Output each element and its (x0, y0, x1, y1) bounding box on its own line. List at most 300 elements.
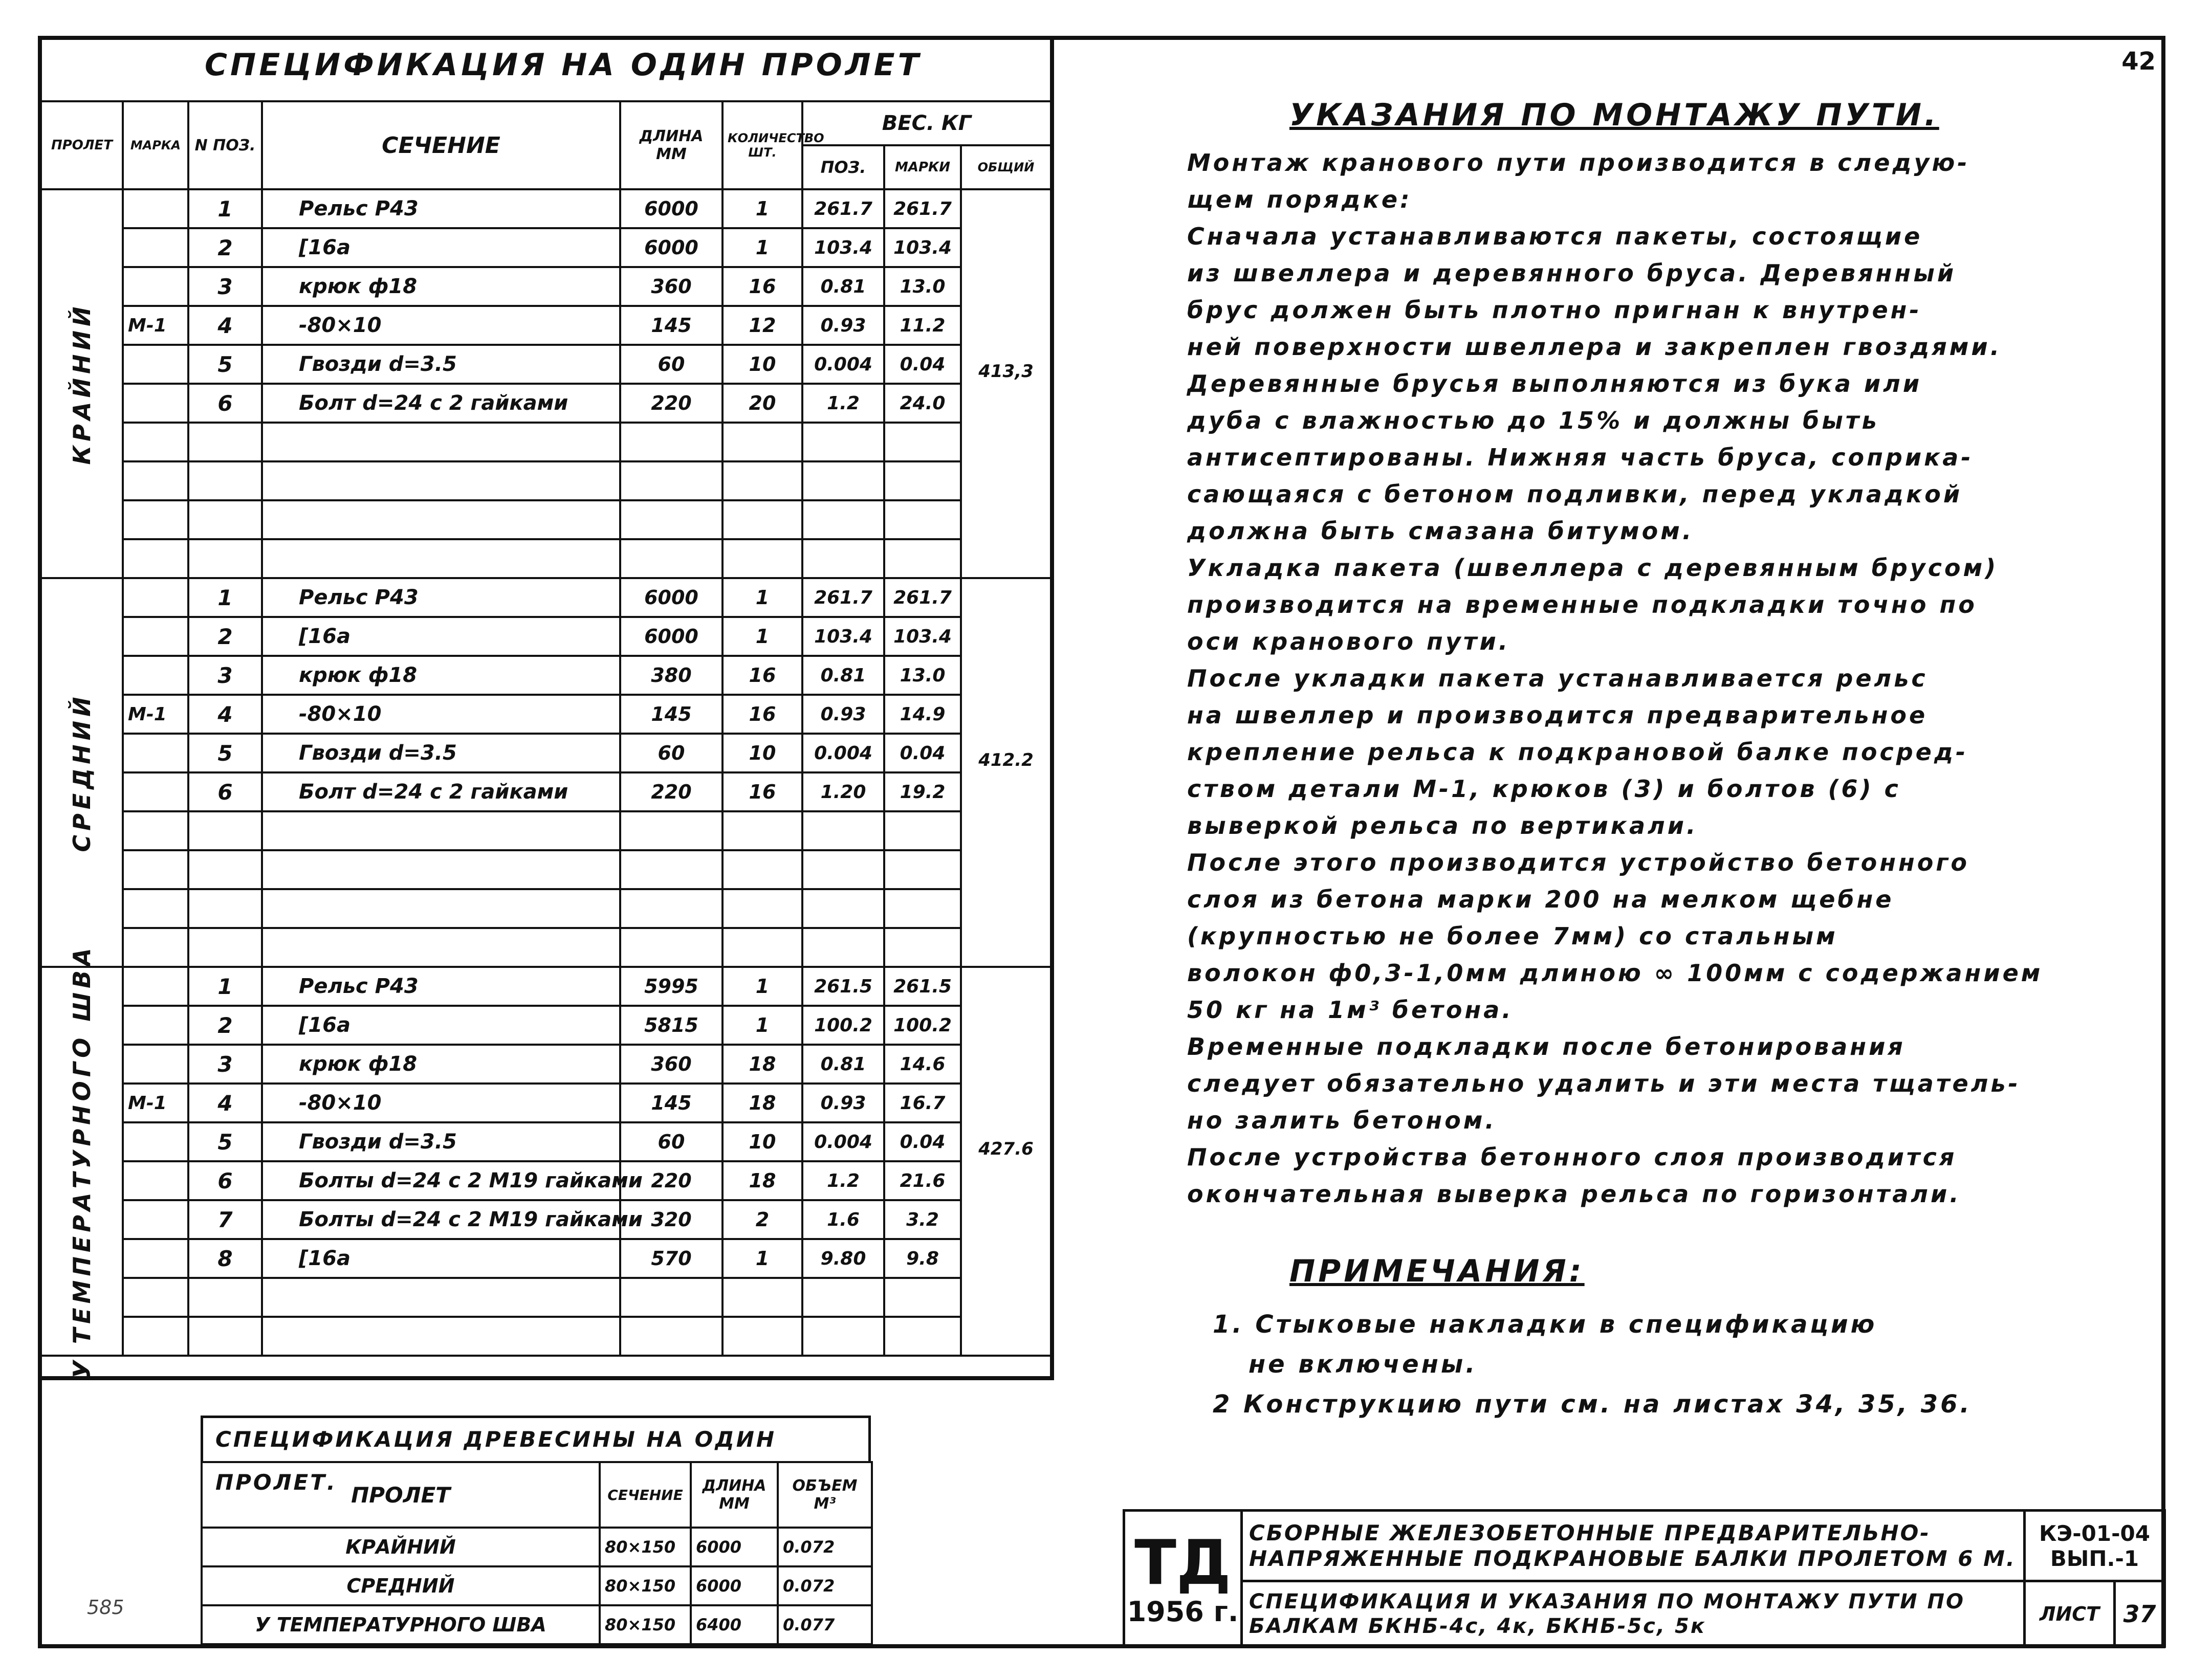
header-weight-total: ОБЩИЙ (961, 145, 1051, 189)
pos-cell: 4 (188, 306, 262, 345)
weight-mark-cell (884, 500, 961, 539)
qty-cell: 10 (722, 1122, 802, 1161)
weight-pos-cell (802, 539, 884, 578)
table-row (41, 1278, 1051, 1317)
table-row (41, 578, 1051, 617)
mark-cell (123, 656, 188, 695)
instruction-line: крепление рельса к подкрановой балке посред- (1187, 738, 1968, 766)
weight-mark-cell: 100.2 (884, 1006, 961, 1045)
instruction-line: После укладки пакета устанавливается рельс (1187, 665, 1928, 692)
pos-cell (188, 539, 262, 578)
weight-pos-cell: 0.93 (802, 306, 884, 345)
weight-pos-cell (802, 1278, 884, 1317)
mark-cell (123, 500, 188, 539)
qty-cell (722, 889, 802, 928)
pos-cell: 3 (188, 267, 262, 306)
qty-cell: 12 (722, 306, 802, 345)
instruction-line: 50 кг на 1м³ бетона. (1187, 996, 1514, 1024)
weight-mark-cell (884, 1278, 961, 1317)
pos-cell: 1 (188, 578, 262, 617)
weight-pos-cell: 1.2 (802, 384, 884, 423)
weight-mark-cell: 261.7 (884, 578, 961, 617)
table-row (41, 889, 1051, 928)
span-name-cell (41, 189, 123, 578)
weight-mark-cell: 261.5 (884, 967, 961, 1006)
mark-cell (123, 1239, 188, 1278)
pos-cell: 5 (188, 345, 262, 384)
weight-mark-cell (884, 850, 961, 889)
header-weight-mark: МАРКИ (884, 145, 961, 189)
length-cell: 380 (620, 656, 722, 695)
weight-mark-cell (884, 928, 961, 967)
wood-length-cell: 6000 (691, 1528, 778, 1566)
qty-cell: 10 (722, 345, 802, 384)
weight-mark-cell: 261.7 (884, 189, 961, 228)
length-cell: 320 (620, 1200, 722, 1239)
weight-mark-cell (884, 1317, 961, 1356)
total-weight-cell (961, 578, 1051, 967)
pos-cell: 1 (188, 189, 262, 228)
weight-pos-cell: 0.81 (802, 656, 884, 695)
section-cell (262, 1317, 620, 1356)
mark-cell: М-1 (123, 695, 188, 734)
table-row (41, 189, 1051, 228)
weight-pos-cell (802, 850, 884, 889)
pos-cell (188, 461, 262, 500)
instruction-line: ней поверхности швеллера и закреплен гвоздями. (1187, 333, 2002, 361)
qty-cell (722, 500, 802, 539)
weight-pos-cell (802, 889, 884, 928)
qty-cell: 16 (722, 267, 802, 306)
table-row (41, 967, 1051, 1006)
span-name: У ТЕМПЕРАТУРНОГО ШВА (68, 944, 96, 1379)
weight-pos-cell: 0.81 (802, 267, 884, 306)
weight-pos-cell: 9.80 (802, 1239, 884, 1278)
weight-pos-cell (802, 928, 884, 967)
table-row (41, 928, 1051, 967)
weight-pos-cell: 1.2 (802, 1161, 884, 1200)
notes-list (1213, 1305, 1972, 1424)
section-cell: Рельс Р43 (262, 578, 620, 617)
weight-pos-cell: 0.93 (802, 695, 884, 734)
sheet-number: 42 (2121, 47, 2156, 76)
table-row (41, 345, 1051, 384)
instruction-line: (крупностью не более 7мм) со стальным (1187, 922, 1838, 950)
section-cell: крюк ф18 (262, 656, 620, 695)
instructions-title: УКАЗАНИЯ ПО МОНТАЖУ ПУТИ. (1289, 97, 1939, 133)
qty-cell: 1 (722, 617, 802, 656)
instruction-line: производится на временные подкладки точно по (1187, 591, 1977, 618)
year: 1956 г. (1127, 1595, 1239, 1628)
weight-mark-cell: 103.4 (884, 617, 961, 656)
note-line: 2 Конструкцию пути см. на листах 34, 35, 36. (1213, 1390, 1972, 1419)
section-cell: [16а (262, 1239, 620, 1278)
weight-mark-cell: 14.6 (884, 1045, 961, 1084)
weight-pos-cell: 0.93 (802, 1084, 884, 1122)
section-cell (262, 423, 620, 461)
spec-table (40, 100, 1052, 1379)
wood-length-cell: 6000 (691, 1566, 778, 1605)
table-row (41, 267, 1051, 306)
weight-pos-cell: 261.7 (802, 578, 884, 617)
pos-cell: 1 (188, 967, 262, 1006)
mark-cell (123, 928, 188, 967)
pos-cell: 5 (188, 734, 262, 772)
length-cell: 220 (620, 772, 722, 811)
mark-cell (123, 578, 188, 617)
pos-cell (188, 1317, 262, 1356)
pos-cell (188, 423, 262, 461)
mark-cell (123, 1006, 188, 1045)
mark-cell (123, 617, 188, 656)
weight-mark-cell: 13.0 (884, 656, 961, 695)
instruction-line: волокон ф0,3-1,0мм длиною ∞ 100мм с содержанием (1187, 959, 2043, 987)
qty-cell: 1 (722, 189, 802, 228)
qty-cell (722, 1278, 802, 1317)
weight-pos-cell (802, 461, 884, 500)
instruction-line: Сначала устанавливаются пакеты, состоящие (1187, 223, 1923, 250)
weight-mark-cell (884, 539, 961, 578)
wood-section-cell: 80×150 (600, 1566, 691, 1605)
section-cell: Болт d=24 с 2 гайками (262, 772, 620, 811)
table-row (41, 1200, 1051, 1239)
wood-row (202, 1528, 872, 1566)
qty-cell: 16 (722, 772, 802, 811)
total-weight: 412.2 (978, 750, 1034, 771)
weight-pos-cell: 1.6 (802, 1200, 884, 1239)
mark-cell (123, 423, 188, 461)
weight-mark-cell: 0.04 (884, 345, 961, 384)
instruction-line: из швеллера и деревянного бруса. Деревянный (1187, 259, 1957, 287)
instruction-line: но залить бетоном. (1187, 1107, 1497, 1134)
weight-pos-cell: 261.7 (802, 189, 884, 228)
length-cell: 145 (620, 306, 722, 345)
length-cell: 145 (620, 695, 722, 734)
weight-mark-cell: 11.2 (884, 306, 961, 345)
pos-cell: 6 (188, 1161, 262, 1200)
qty-cell: 16 (722, 695, 802, 734)
total-weight: 413,3 (978, 361, 1034, 382)
section-cell (262, 1278, 620, 1317)
title-block (1123, 1509, 2166, 1648)
length-cell: 6000 (620, 578, 722, 617)
section-cell: Рельс Р43 (262, 967, 620, 1006)
header-weight: ВЕС. КГ (802, 101, 1051, 145)
length-cell: 6000 (620, 228, 722, 267)
qty-cell: 1 (722, 578, 802, 617)
length-cell (620, 811, 722, 850)
header-qty: КОЛИЧЕСТВО ШТ. (722, 101, 802, 189)
length-cell: 60 (620, 734, 722, 772)
weight-mark-cell: 16.7 (884, 1084, 961, 1122)
qty-cell: 20 (722, 384, 802, 423)
header-mark: МАРКА (123, 101, 188, 189)
wood-volume-cell: 0.072 (778, 1528, 872, 1566)
mark-cell (123, 1200, 188, 1239)
instruction-line: брус должен быть плотно пригнан к внутрен- (1187, 296, 1922, 324)
length-cell: 360 (620, 1045, 722, 1084)
span-name-cell (41, 578, 123, 967)
table-row (41, 461, 1051, 500)
mark-cell (123, 1122, 188, 1161)
pos-cell: 2 (188, 228, 262, 267)
pos-cell: 6 (188, 384, 262, 423)
table-row (41, 656, 1051, 695)
section-cell: -80×10 (262, 306, 620, 345)
length-cell (620, 928, 722, 967)
table-row (41, 423, 1051, 461)
section-cell: -80×10 (262, 695, 620, 734)
section-cell: [16а (262, 617, 620, 656)
qty-cell: 1 (722, 967, 802, 1006)
table-row (41, 1084, 1051, 1122)
table-row (41, 306, 1051, 345)
mark-cell (123, 461, 188, 500)
section-cell (262, 928, 620, 967)
section-cell: Болты d=24 с 2 М19 гайками (262, 1161, 620, 1200)
instruction-line: После устройства бетонного слоя производится (1187, 1143, 1957, 1171)
weight-pos-cell: 0.004 (802, 345, 884, 384)
instruction-line: ством детали М-1, крюков (3) и болтов (6) с (1187, 775, 1901, 803)
length-cell: 570 (620, 1239, 722, 1278)
section-cell: -80×10 (262, 1084, 620, 1122)
wood-row (202, 1566, 872, 1605)
qty-cell (722, 461, 802, 500)
mark-cell (123, 267, 188, 306)
instruction-line: на швеллер и производится предварительное (1187, 701, 1928, 729)
mark-cell (123, 228, 188, 267)
header-section: СЕЧЕНИЕ (262, 101, 620, 189)
wood-span-cell: КРАЙНИЙ (202, 1528, 600, 1566)
header-span: ПРОЛЕТ (41, 101, 123, 189)
pos-cell (188, 928, 262, 967)
qty-cell (722, 1317, 802, 1356)
instruction-line: Временные подкладки после бетонирования (1187, 1033, 1906, 1060)
section-cell (262, 850, 620, 889)
header-length: ДЛИНА ММ (620, 101, 722, 189)
pos-cell: 4 (188, 1084, 262, 1122)
document-code: КЭ-01-04 ВЫП.-1 (2025, 1511, 2165, 1581)
instruction-line: Деревянные брусья выполняются из бука или (1187, 370, 1922, 397)
length-cell: 5815 (620, 1006, 722, 1045)
section-cell: крюк ф18 (262, 267, 620, 306)
wood-header-section: СЕЧЕНИЕ (600, 1462, 691, 1528)
table-row (41, 384, 1051, 423)
qty-cell: 16 (722, 656, 802, 695)
header-weight-pos: ПОЗ. (802, 145, 884, 189)
length-cell: 220 (620, 1161, 722, 1200)
table-row (41, 734, 1051, 772)
project-title: СБОРНЫЕ ЖЕЛЕЗОБЕТОННЫЕ ПРЕДВАРИТЕЛЬНО-НАПРЯЖЕННЫЕ ПОДКРАНОВЫЕ БАЛКИ ПРОЛЕТОМ 6 М. (1242, 1511, 2025, 1581)
length-cell: 145 (620, 1084, 722, 1122)
sheet-label: ЛИСТ (2025, 1581, 2115, 1647)
mark-cell (123, 345, 188, 384)
weight-mark-cell (884, 423, 961, 461)
wood-section-cell: 80×150 (600, 1605, 691, 1644)
qty-cell (722, 928, 802, 967)
mark-cell (123, 1045, 188, 1084)
mark-cell (123, 850, 188, 889)
length-cell (620, 423, 722, 461)
mark-cell (123, 1317, 188, 1356)
span-name: СРЕДНИЙ (68, 693, 96, 852)
length-cell (620, 1278, 722, 1317)
section-cell: [16а (262, 1006, 620, 1045)
mark-cell (123, 539, 188, 578)
header-pos: N ПОЗ. (188, 101, 262, 189)
qty-cell (722, 811, 802, 850)
weight-mark-cell (884, 811, 961, 850)
qty-cell: 18 (722, 1161, 802, 1200)
qty-cell: 18 (722, 1045, 802, 1084)
weight-mark-cell (884, 461, 961, 500)
pos-cell: 7 (188, 1200, 262, 1239)
table-row (41, 1122, 1051, 1161)
td-logo: ТД (1134, 1527, 1231, 1599)
instructions-text (1187, 144, 2043, 1212)
pos-cell (188, 811, 262, 850)
total-weight: 427.6 (978, 1139, 1034, 1160)
spec-bottom-line (38, 1376, 1054, 1380)
weight-mark-cell: 3.2 (884, 1200, 961, 1239)
pos-cell (188, 889, 262, 928)
qty-cell: 1 (722, 1239, 802, 1278)
length-cell: 220 (620, 384, 722, 423)
weight-pos-cell (802, 423, 884, 461)
wood-span-cell: У ТЕМПЕРАТУРНОГО ШВА (202, 1605, 600, 1644)
length-cell: 6000 (620, 617, 722, 656)
section-cell (262, 889, 620, 928)
mark-cell (123, 734, 188, 772)
qty-cell (722, 850, 802, 889)
weight-pos-cell: 261.5 (802, 967, 884, 1006)
table-row (41, 1317, 1051, 1356)
pos-cell: 3 (188, 1045, 262, 1084)
table-row (41, 1161, 1051, 1200)
length-cell (620, 889, 722, 928)
pos-cell: 2 (188, 1006, 262, 1045)
qty-cell: 10 (722, 734, 802, 772)
weight-mark-cell: 0.04 (884, 734, 961, 772)
mark-cell (123, 189, 188, 228)
weight-pos-cell: 0.004 (802, 1122, 884, 1161)
sheet-no: 37 (2115, 1581, 2165, 1647)
length-cell (620, 1317, 722, 1356)
weight-mark-cell: 24.0 (884, 384, 961, 423)
section-cell (262, 500, 620, 539)
weight-pos-cell (802, 500, 884, 539)
margin-number: 585 (87, 1596, 124, 1619)
wood-header-span: ПРОЛЕТ (202, 1462, 600, 1528)
instruction-line: щем порядке: (1187, 186, 1412, 213)
qty-cell: 2 (722, 1200, 802, 1239)
wood-spec (201, 1416, 871, 1645)
notes-title: ПРИМЕЧАНИЯ: (1289, 1253, 1585, 1289)
length-cell (620, 539, 722, 578)
weight-pos-cell: 1.20 (802, 772, 884, 811)
section-cell: [16а (262, 228, 620, 267)
length-cell: 5995 (620, 967, 722, 1006)
weight-pos-cell (802, 811, 884, 850)
section-cell: Гвозди d=3.5 (262, 345, 620, 384)
pos-cell: 2 (188, 617, 262, 656)
qty-cell: 18 (722, 1084, 802, 1122)
instruction-line: слоя из бетона марки 200 на мелком щебне (1187, 886, 1894, 913)
instruction-line: выверкой рельса по вертикали. (1187, 812, 1698, 839)
instruction-line: дуба с влажностью до 15% и должны быть (1187, 407, 1879, 434)
qty-cell: 1 (722, 1006, 802, 1045)
section-cell (262, 811, 620, 850)
table-row (41, 1045, 1051, 1084)
instruction-line: следует обязательно удалить и эти места тщатель- (1187, 1070, 2021, 1097)
total-weight-cell (961, 967, 1051, 1356)
wood-volume-cell: 0.077 (778, 1605, 872, 1644)
span-name-cell (41, 944, 123, 1379)
wood-header-volume: ОБЪЕМ М³ (778, 1462, 872, 1528)
length-cell (620, 461, 722, 500)
qty-cell: 1 (722, 228, 802, 267)
note-line: 1. Стыковые накладки в спецификацию (1213, 1310, 1877, 1339)
table-row (41, 500, 1051, 539)
section-cell: Болты d=24 с 2 М19 гайками (262, 1200, 620, 1239)
wood-section-cell: 80×150 (600, 1528, 691, 1566)
table-row (41, 1006, 1051, 1045)
length-cell (620, 850, 722, 889)
weight-mark-cell: 21.6 (884, 1161, 961, 1200)
length-cell (620, 500, 722, 539)
table-row (41, 228, 1051, 267)
spec-title: СПЕЦИФИКАЦИЯ НА ОДИН ПРОЛЕТ (205, 47, 922, 83)
instruction-line: После этого производится устройство бетонного (1187, 849, 1970, 876)
instruction-line: антисептированы. Нижняя часть бруса, соприка- (1187, 444, 1974, 471)
mark-cell (123, 811, 188, 850)
table-row (41, 539, 1051, 578)
table-row (41, 695, 1051, 734)
sheet-title: СПЕЦИФИКАЦИЯ И УКАЗАНИЯ ПО МОНТАЖУ ПУТИ ПО БАЛКАМ БКНБ-4с, 4к, БКНБ-5с, 5к (1242, 1581, 2025, 1647)
table-row (41, 811, 1051, 850)
pos-cell: 4 (188, 695, 262, 734)
wood-header-length: ДЛИНА ММ (691, 1462, 778, 1528)
total-weight-cell (961, 189, 1051, 578)
weight-mark-cell: 9.8 (884, 1239, 961, 1278)
section-cell: крюк ф18 (262, 1045, 620, 1084)
length-cell: 6000 (620, 189, 722, 228)
mark-cell (123, 1161, 188, 1200)
weight-pos-cell: 0.004 (802, 734, 884, 772)
pos-cell: 3 (188, 656, 262, 695)
mark-cell (123, 772, 188, 811)
table-row (41, 772, 1051, 811)
wood-span-cell: СРЕДНИЙ (202, 1566, 600, 1605)
weight-pos-cell (802, 1317, 884, 1356)
weight-mark-cell (884, 889, 961, 928)
weight-pos-cell: 103.4 (802, 228, 884, 267)
pos-cell: 6 (188, 772, 262, 811)
mark-cell (123, 1278, 188, 1317)
weight-mark-cell: 0.04 (884, 1122, 961, 1161)
section-cell: Гвозди d=3.5 (262, 1122, 620, 1161)
length-cell: 360 (620, 267, 722, 306)
length-cell: 60 (620, 1122, 722, 1161)
wood-length-cell: 6400 (691, 1605, 778, 1644)
mark-cell (123, 384, 188, 423)
instruction-line: окончательная выверка рельса по горизонтали. (1187, 1180, 1961, 1208)
pos-cell: 8 (188, 1239, 262, 1278)
span-name: КРАЙНИЙ (68, 302, 96, 465)
section-cell: Болт d=24 с 2 гайками (262, 384, 620, 423)
weight-pos-cell: 0.81 (802, 1045, 884, 1084)
table-row (41, 1239, 1051, 1278)
